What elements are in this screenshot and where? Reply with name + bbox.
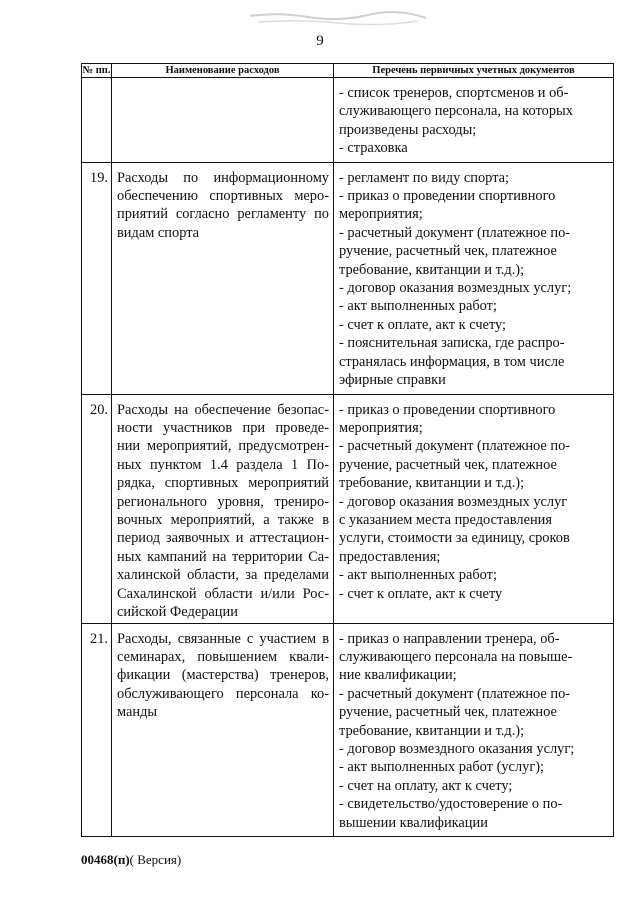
expense-name-line: Расходы по информационному [117, 169, 329, 186]
expense-name-line: обслуживающего персонала ко- [117, 685, 329, 702]
docs-line: - список тренеров, спортсменов и об- [339, 85, 569, 101]
expense-name-line: приятий согласно регламенту по [117, 206, 329, 223]
page-number: 9 [316, 33, 324, 49]
row-number: 19. [82, 162, 112, 394]
docs-line: - счет на оплату, акт к счету; [339, 777, 513, 794]
scan-smudge [248, 10, 428, 26]
expense-name-line: халинской области, за пределами [117, 567, 329, 584]
expense-name-line: рядка, спортивных мероприятий [117, 475, 329, 492]
docs-line: ние квалификации; [339, 667, 457, 684]
docs-line: странялась информация, в том числе [339, 353, 565, 370]
docs-line: - счет к оплате, акт к счету; [339, 316, 507, 333]
docs-line: мероприятия; [339, 419, 423, 436]
docs-line: ручение, расчетный чек, платежное [339, 243, 557, 260]
docs-line: мероприятия; [339, 206, 423, 223]
expense-name-line: нии мероприятий, предусмотрен- [117, 438, 329, 455]
expense-name-line: ности участников при проведе- [117, 419, 329, 436]
docs-line: требование, квитанции и т.д.); [339, 475, 525, 492]
docs-line: - акт выполненных работ (услуг); [339, 759, 545, 776]
row-number: 21. [82, 623, 112, 836]
documents-cell [334, 623, 614, 836]
docs-line: вышении квалификации [339, 814, 488, 831]
expense-name-line: регионального уровня, трениро- [117, 493, 329, 510]
expense-name-line: Расходы на обеспечение безопас- [117, 401, 329, 418]
docs-line: - приказ о проведении спортивного [339, 188, 556, 205]
expense-name-cell [112, 394, 334, 623]
expense-name-line: фикации (мастерства) тренеров, [117, 667, 329, 684]
docs-line: служивающего персонала на повыше- [339, 648, 573, 665]
table-header-row [82, 64, 614, 78]
expense-name-line: вочных мероприятий, а также в [117, 511, 329, 528]
row-number: 20. [82, 394, 112, 623]
expenses-table [81, 63, 614, 837]
table-row [82, 162, 614, 394]
continuation-num-cell [82, 78, 112, 163]
expense-name-line: манды [117, 704, 158, 721]
expense-name-line: период заявочных и аттестацион- [117, 530, 329, 547]
header-number: № пп. [82, 65, 111, 76]
docs-line: с указанием места предоставления [339, 511, 552, 528]
docs-line: - договор оказания возмездных услуг; [339, 280, 572, 297]
expense-name-line: семинарах, повышением квали- [117, 648, 329, 665]
expense-name-line: Сахалинской области и/или Рос- [117, 585, 329, 602]
docs-line: требование, квитанции и т.д.); [339, 722, 525, 739]
docs-line: - приказ о проведении спортивного [339, 401, 556, 418]
docs-line: - расчетный документ (платежное по- [339, 685, 571, 702]
docs-line: - счет к оплате, акт к счету [339, 585, 503, 602]
docs-line: произведены расходы; [339, 121, 477, 138]
expense-name-line: видам спорта [117, 224, 200, 241]
expense-name-line: ных кампаний на территории Са- [117, 548, 329, 565]
table-row [82, 394, 614, 623]
docs-line: - приказ о направлении тренера, об- [339, 630, 560, 647]
docs-line: ручение, расчетный чек, платежное [339, 456, 557, 473]
expense-name-line: обеспечению спортивных меро- [117, 188, 329, 205]
table-row-continuation [82, 78, 614, 163]
documents-cell [334, 162, 614, 394]
docs-line: требование, квитанции и т.д.); [339, 261, 525, 278]
header-documents: Перечень первичных учетных документов [334, 64, 614, 78]
docs-line: - расчетный документ (платежное по- [339, 438, 571, 455]
table-row [82, 623, 614, 836]
expense-name-line: сийской Федерации [117, 603, 238, 620]
docs-line: услуги, стоимости за единицу, сроков [339, 530, 570, 547]
docs-line: - договор возмездного оказания услуг; [339, 740, 575, 757]
docs-line: - акт выполненных работ; [339, 298, 497, 315]
docs-line: - договор оказания возмездных услуг [339, 493, 568, 510]
docs-line: - страховка [339, 140, 408, 157]
expense-name-line: ных пунктом 1.4 раздела 1 По- [117, 456, 329, 473]
expense-name-cell [112, 162, 334, 394]
document-footer [81, 852, 181, 868]
docs-line: - акт выполненных работ; [339, 567, 497, 584]
continuation-docs-cell [334, 78, 614, 163]
footer-code: 00468(п) [81, 852, 130, 867]
docs-line: - регламент по виду спорта; [339, 169, 510, 186]
footer-version: ( Версия) [129, 852, 182, 867]
docs-line: - расчетный документ (платежное по- [339, 224, 571, 241]
expense-name-line: Расходы, связанные с участием в [117, 630, 329, 647]
continuation-name-cell [112, 78, 334, 163]
docs-line: служивающего персонала, на которых [339, 103, 573, 120]
header-expense-name: Наименование расходов [112, 64, 334, 78]
expense-name-cell [112, 623, 334, 836]
documents-cell [334, 394, 614, 623]
docs-line: ручение, расчетный чек, платежное [339, 704, 557, 721]
docs-line: - свидетельство/удостоверение о по- [339, 796, 563, 813]
docs-line: предоставления; [339, 548, 441, 565]
docs-line: эфирные справки [339, 372, 446, 389]
docs-line: - пояснительная записка, где распро- [339, 335, 565, 352]
